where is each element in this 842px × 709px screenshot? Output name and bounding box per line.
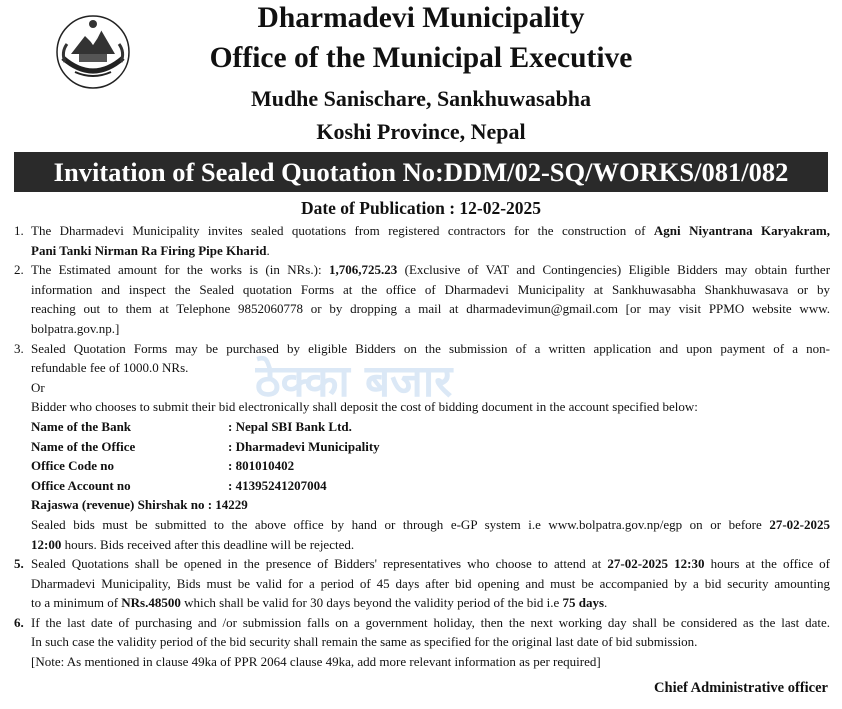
clause-3 (14, 339, 830, 417)
estimated-amount: 1,706,725.23 (328, 262, 398, 278)
bank-detail-row (14, 476, 830, 496)
clause-6 (14, 613, 830, 672)
clause-2 (14, 260, 830, 338)
bank-detail-value: : 41395241207004 (228, 477, 327, 493)
bank-detail-row (14, 437, 830, 457)
bank-detail-label: Office Code no (31, 458, 115, 474)
clause-note: [Note: As mentioned in clause 49ka of PPR 2064 clause 49ka, add more relevant information as per required] (31, 654, 601, 670)
clause-text: hours at the office of (710, 556, 831, 572)
bank-detail-value: : Dharmadevi Municipality (228, 438, 380, 454)
bank-detail-row (14, 456, 830, 476)
clause-text: . (604, 595, 608, 611)
clause-text: bolpatra.gov.np.] (31, 320, 120, 336)
clause-text: Dharmadevi Municipality, Bids must be valid for a period of 45 days after bid opening and must be accompanied by a bid security amounting (31, 575, 830, 591)
letterhead (0, 0, 842, 152)
clause-text: In such case the validity period of the bid security shall remain the same as specified for the original last date of bid submission. (31, 634, 698, 650)
bid-security-amount: NRs.48500 (121, 595, 181, 611)
bank-detail-label: Name of the Bank (31, 418, 132, 434)
rajaswa-shirshak: Rajaswa (revenue) Shirshak no : 14229 (31, 497, 248, 513)
bank-detail-label: Name of the Office (31, 438, 136, 454)
clause-number: 2. (14, 262, 24, 278)
clause-text: The Estimated amount for the works is (in NRs.): (31, 262, 322, 278)
signatory-title: Chief Administrative officer (654, 680, 828, 696)
clause-number: 3. (14, 340, 24, 356)
clause-text: The Dharmadevi Municipality invites sealed quotations from registered contractors for the construction of (31, 223, 646, 238)
notice-body (14, 221, 830, 672)
bank-detail-value: : Nepal SBI Bank Ltd. (228, 418, 352, 434)
clause-number: 6. (14, 614, 24, 630)
bank-detail-label: Office Account no (31, 477, 131, 493)
publication-date: Date of Publication : 12-02-2025 (300, 198, 542, 218)
clause-text: to a minimum of (31, 595, 119, 611)
clause-text: Sealed Quotation Forms may be purchased by eligible Bidders on the submission of a written application and upon payment of a non- (31, 340, 830, 356)
clause-number: 5. (14, 556, 24, 572)
clause-text: . (266, 242, 270, 258)
clause-1 (14, 221, 830, 260)
project-name: Agni Niyantrana Karyakram, (653, 223, 831, 238)
clause-text: (Exclusive of VAT and Contingencies) Eligible Bidders may obtain further (404, 262, 831, 278)
clause-text: If the last date of purchasing and /or submission falls on a government holiday, then the next working day shall be considered as the last date. (31, 614, 830, 630)
opening-datetime: 27-02-2025 12:30 (607, 556, 705, 572)
clause-text: Sealed Quotations shall be opened in the presence of Bidders' representatives who choose to attend at (31, 556, 602, 572)
project-name-cont: Pani Tanki Nirman Ra Firing Pipe Kharid (31, 242, 267, 258)
clause-5 (14, 554, 830, 613)
bank-detail-value: : 801010402 (228, 458, 295, 474)
office-name: Office of the Municipal Executive (209, 42, 633, 74)
clause-text: refundable fee of 1000.0 NRs. (31, 360, 189, 376)
clause-text: Sealed bids must be submitted to the above office by hand or through e-GP system i.e www.bolpatra.gov.np/egp on or before (31, 516, 762, 532)
watermark-text: ठेक्का बजार (255, 356, 453, 407)
or-separator: Or (31, 379, 45, 395)
rajaswa-row (14, 495, 830, 515)
deadline-date: 27-02-2025 (769, 516, 830, 532)
province: Koshi Province, Nepal (316, 119, 526, 144)
deadline-time: 12:00 (31, 536, 62, 552)
clause-text: hours. Bids received after this deadline will be rejected. (64, 536, 355, 552)
bank-detail-row (14, 417, 830, 437)
address: Mudhe Sanischare, Sankhuwasabha (250, 86, 592, 111)
clause-text: Bidder who chooses to submit their bid electronically shall deposit the cost of bidding document in the account specified below: (31, 399, 698, 415)
clause-text: which shall be valid for 30 days beyond the validity period of the bid i.e (184, 595, 560, 611)
validity-days: 75 days (562, 595, 605, 611)
notice-title-banner: Invitation of Sealed Quotation No:DDM/02-SQ/WORKS/081/082 (14, 152, 828, 192)
clause-text: reaching out to them at Telephone 9852060778 or by dropping a mail at dharmadevimun@gmail.com [or may visit PPMO website www. (31, 301, 830, 317)
submission-deadline (14, 515, 830, 554)
municipality-name: Dharmadevi Municipality (257, 2, 585, 34)
clause-number: 1. (14, 223, 24, 238)
clause-text: information and inspect the Sealed quotation Forms at the office of Dharmadevi Municipality at Sankhuwasabha Shankhuwasava or by (31, 281, 830, 297)
